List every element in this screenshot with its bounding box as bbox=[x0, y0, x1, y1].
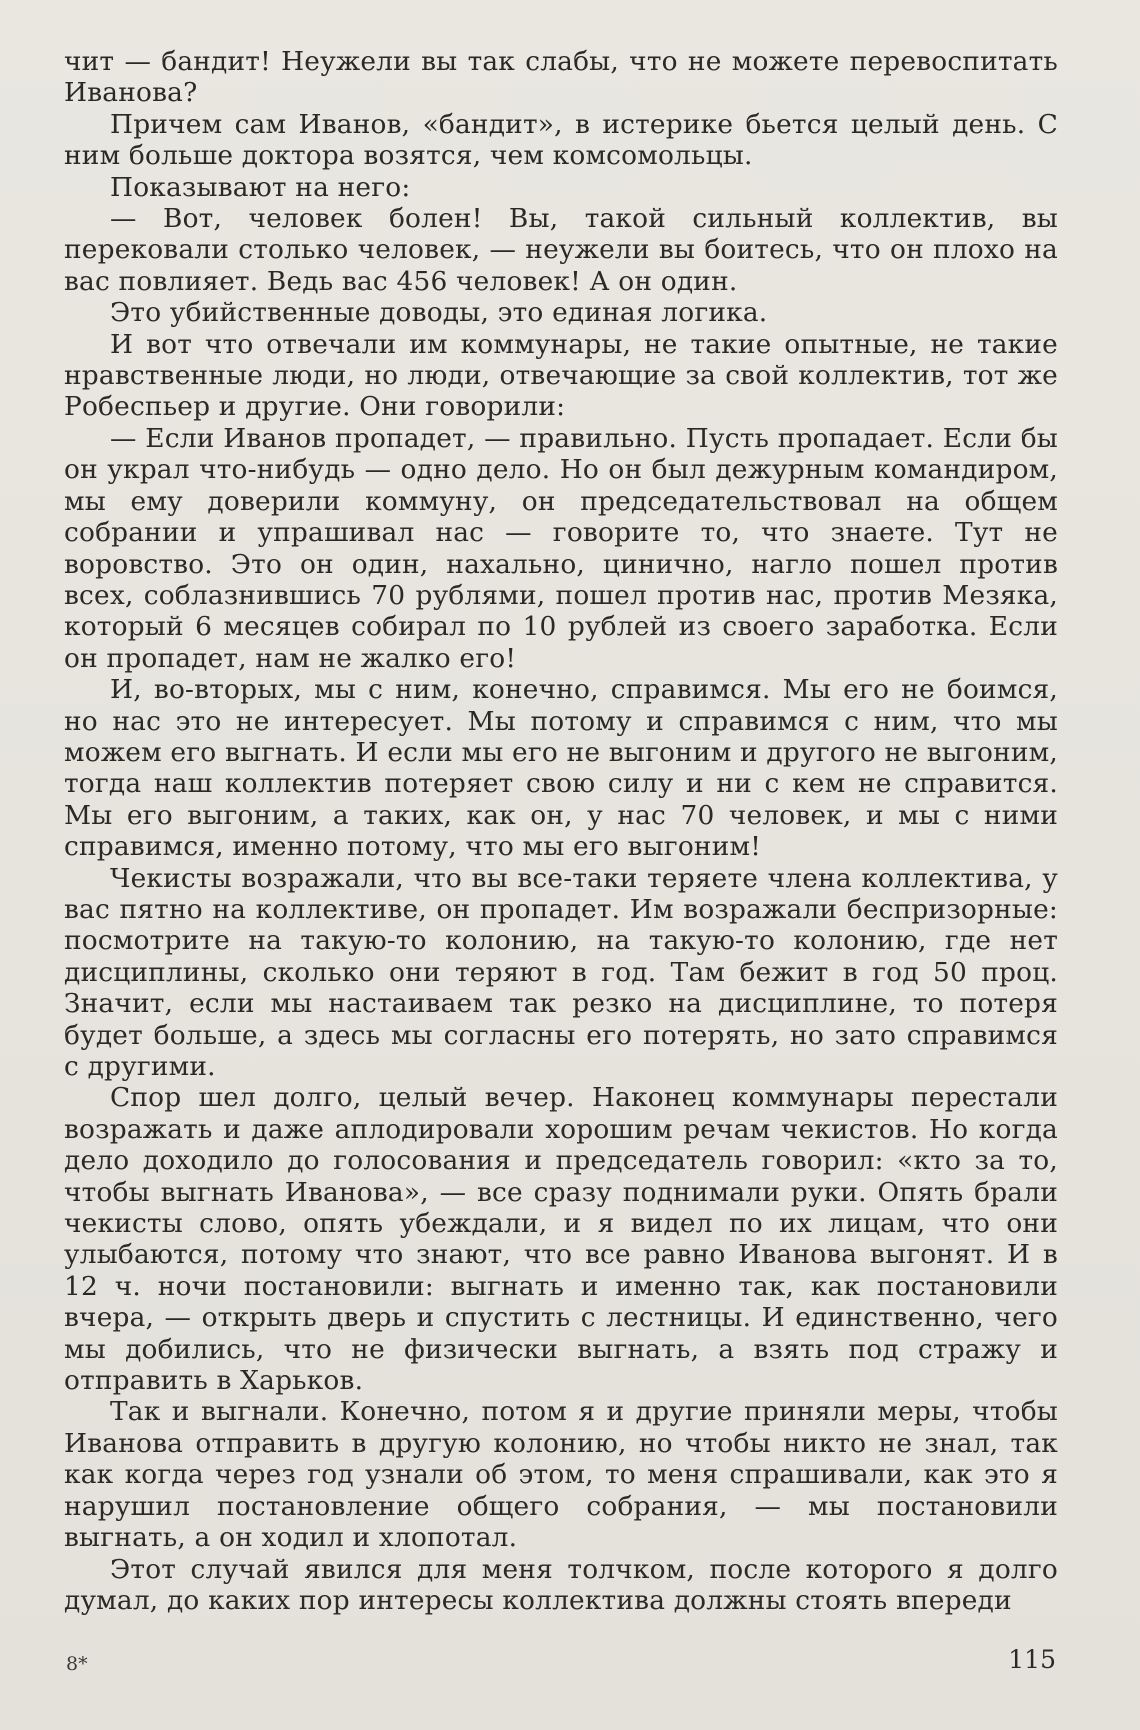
paragraph-10: Спор шел долго, целый вечер. Наконец коммунары перестали возражать и даже аплодировали хорошим речам чекистов. Но когда дело доходило до голосования и председатель говорил: «кто за то, чтобы выгнать Иванова», — все сразу поднимали руки. Опять брали чекисты слово, опять убеждали, и я видел по их лицам, что они улыбаются, потому что знают, что все равно Иванова выгонят. И в 12 ч. ночи постановили: выгнать и именно так, как постановили вчера, — открыть дверь и спустить с лестницы. И единственно, чего мы добились, что не физически выгнать, а взять под стражу и отправить в Харьков. bbox=[64, 1082, 1058, 1397]
paragraph-11: Так и выгнали. Конечно, потом я и другие приняли меры, чтобы Иванова отправить в другую колонию, но чтобы никто не знал, так как когда через год узнали об этом, то меня спрашивали, как это я нарушил постановление общего собрания, — мы постановили выгнать, а он ходил и хлопотал. bbox=[64, 1396, 1058, 1554]
paragraph-5: Это убийственные доводы, это единая логика. bbox=[110, 297, 768, 329]
paragraph-3: Показывают на него: bbox=[110, 171, 411, 203]
paragraph-12: Этот случай явился для меня толчком, после которого я долго думал, до каких пор интересы коллектива должны стоять впереди bbox=[64, 1553, 1058, 1616]
paragraph-7: — Если Иванов пропадет, — правильно. Пусть пропадает. Если бы он украл что-нибудь — одно дело. Но он был дежурным командиром, мы ему доверили коммуну, он председательствовал на общем собрании и упрашивал нас — говорите то, что знаете. Тут не воровство. Это он один, нахально, цинично, нагло пошел против всех, соблазнившись 70 рублями, пошел против нас, против Мезяка, который 6 месяцев собирал по 10 рублей из своего заработка. Если он пропадет, нам не жалко его! bbox=[64, 422, 1058, 674]
paragraph-6: И вот что отвечали им коммунары, не такие опытные, не такие нравственные люди, но люди, отвечающие за свой коллектив, тот же Робеспьер и другие. Они говорили: bbox=[64, 328, 1058, 423]
paragraph-2: Причем сам Иванов, «бандит», в истерике бьется целый день. С ним больше доктора возятся, чем комсомольцы. bbox=[64, 108, 1058, 172]
page-number: 115 bbox=[1008, 1645, 1056, 1674]
printer-signature: 8* bbox=[66, 1653, 88, 1675]
page-text bbox=[64, 46, 1058, 1616]
paragraph-8: И, во-вторых, мы с ним, конечно, справимся. Мы его не боимся, но нас это не интересует. Мы потому и справимся с ним, что мы можем его выгнать. И если мы его не выгоним и другого не выгоним, тогда наш коллектив потеряет свою силу и ни с кем не справится. Мы его выгоним, а таких, как он, у нас 70 человек, и мы с ними справимся, именно потому, что мы его выгоним! bbox=[64, 674, 1058, 863]
paragraph-4: — Вот, человек болен! Вы, такой сильный коллектив, вы перековали столько человек, — неужели вы боитесь, что он плохо на вас повлияет. Ведь вас 456 человек! А он один. bbox=[64, 203, 1058, 297]
paragraph-9: Чекисты возражали, что вы все-таки теряете члена коллектива, у вас пятно на коллективе, он пропадет. Им возражали беспризорные: посмотрите на такую-то колонию, на такую-то колонию, где нет дисциплины, сколько они теряют в год. Там бежит в год 50 проц. Значит, если мы настаиваем так резко на дисциплине, то потеря будет больше, а здесь мы согласны его потерять, но зато справимся с другими. bbox=[64, 862, 1058, 1082]
paragraph-1: чит — бандит! Неужели вы так слабы, что не можете перевоспитать Иванова? bbox=[64, 46, 1058, 109]
